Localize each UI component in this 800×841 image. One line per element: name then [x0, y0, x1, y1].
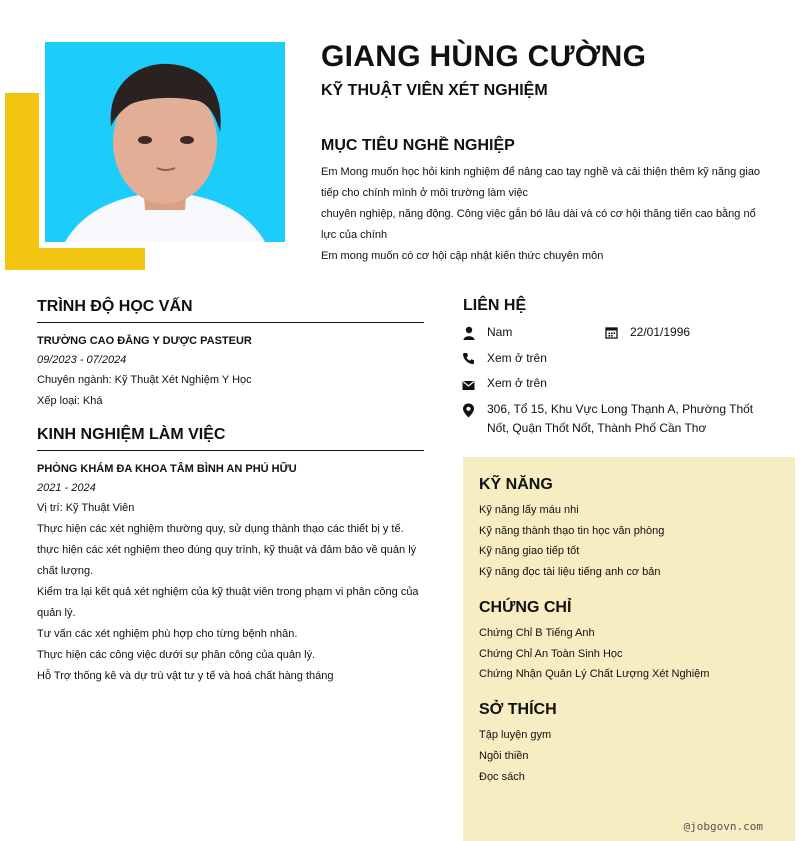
duty-item: Thực hiện các công việc dưới sự phân công của quản lý. — [37, 649, 316, 661]
duty-item: Hỗ Trợ thống kê và dự trù vật tư y tế và hoá chất hàng tháng — [37, 670, 334, 682]
experience-period: 2021 - 2024 — [37, 482, 96, 494]
certificate-item: Chứng Chỉ B Tiếng Anh — [479, 627, 595, 639]
company-name: PHÒNG KHÁM ĐA KHOA TÂM BÌNH AN PHÚ HỮU — [37, 463, 297, 475]
education-period: 09/2023 - 07/2024 — [37, 354, 127, 366]
hobby-item: Đọc sách — [479, 771, 525, 783]
calendar-icon — [605, 326, 619, 340]
skill-item: Kỹ năng giao tiếp tốt — [479, 545, 580, 557]
contact-gender: Nam — [487, 325, 513, 339]
job-title: KỸ THUẬT VIÊN XÉT NGHIỆM — [321, 82, 548, 99]
school-name: TRƯỜNG CAO ĐẲNG Y DƯỢC PASTEUR — [37, 335, 252, 347]
duty-item: Tư vấn các xét nghiệm phù hợp cho từng bệnh nhân. — [37, 628, 298, 640]
objective-line: chuyên nghiệp, năng động. Công việc gắn bó lâu dài và có cơ hội thăng tiến cao bằng nổ lực của chính — [321, 208, 756, 241]
experience-position: Vị trí: Kỹ Thuật Viên — [37, 502, 135, 514]
education-heading: TRÌNH ĐỘ HỌC VẤN — [37, 298, 424, 323]
skill-item: Kỹ năng lấy máu nhi — [479, 504, 579, 516]
education-grade: Xếp loại: Khá — [37, 395, 103, 407]
phone-icon — [462, 352, 476, 366]
education-major: Chuyên ngành: Kỹ Thuật Xét Nghiệm Y Học — [37, 374, 252, 386]
objective-line: Em Mong muốn học hỏi kinh nghiệm để nâng cao tay nghề và cải thiện thêm kỹ năng giao tiếp cho chính mình ở môi trường làm việc — [321, 166, 761, 199]
objective-heading: MỤC TIÊU NGHỀ NGHIỆP — [321, 137, 515, 154]
contact-phone: Xem ở trên — [487, 351, 547, 365]
objective-text — [321, 162, 771, 267]
skill-item: Kỹ năng thành thạo tin học văn phòng — [479, 525, 665, 537]
certificate-item: Chứng Chỉ An Toàn Sinh Học — [479, 648, 623, 660]
mail-icon — [462, 378, 476, 392]
left-column — [37, 298, 424, 687]
hobby-item: Ngồi thiền — [479, 750, 529, 762]
duty-item: Thực hiện các xét nghiệm thường quy, sử dụng thành thạo các thiết bị y tế. — [37, 523, 404, 535]
location-icon — [462, 403, 476, 417]
objective-line: Em mong muốn có cơ hội cập nhật kiến thức chuyên môn — [321, 250, 604, 262]
duty-item: thực hiện các xét nghiệm theo đúng quy trình, kỹ thuật và đảm bảo về quản lý chất lượng. — [37, 544, 417, 577]
side-panel — [463, 457, 795, 841]
contact-heading: LIÊN HỆ — [463, 297, 527, 314]
contact-email: Xem ở trên — [487, 376, 547, 390]
watermark: @jobgovn.com — [683, 820, 763, 833]
certificate-item: Chứng Nhận Quản Lý Chất Lượng Xét Nghiệm — [479, 668, 710, 680]
hobby-item: Tập luyện gym — [479, 729, 552, 741]
skills-heading: KỸ NĂNG — [479, 476, 553, 493]
candidate-name: GIANG HÙNG CƯỜNG — [321, 40, 647, 73]
experience-heading: KINH NGHIỆM LÀM VIỆC — [37, 426, 424, 451]
person-icon — [462, 326, 476, 340]
certificates-heading: CHỨNG CHỈ — [479, 599, 572, 616]
hobbies-heading: SỞ THÍCH — [479, 701, 557, 718]
duty-item: Kiểm tra lại kết quả xét nghiệm của kỹ thuật viên trong phạm vi phân công của quản lý. — [37, 586, 419, 619]
skill-item: Kỹ năng đọc tài liệu tiếng anh cơ bản — [479, 566, 661, 578]
profile-photo — [45, 42, 285, 242]
contact-address: 306, Tổ 15, Khu Vực Long Thạnh A, Phường Thốt Nốt, Quận Thốt Nốt, Thành Phố Cần Thơ — [487, 402, 754, 435]
contact-birthday: 22/01/1996 — [630, 325, 691, 339]
